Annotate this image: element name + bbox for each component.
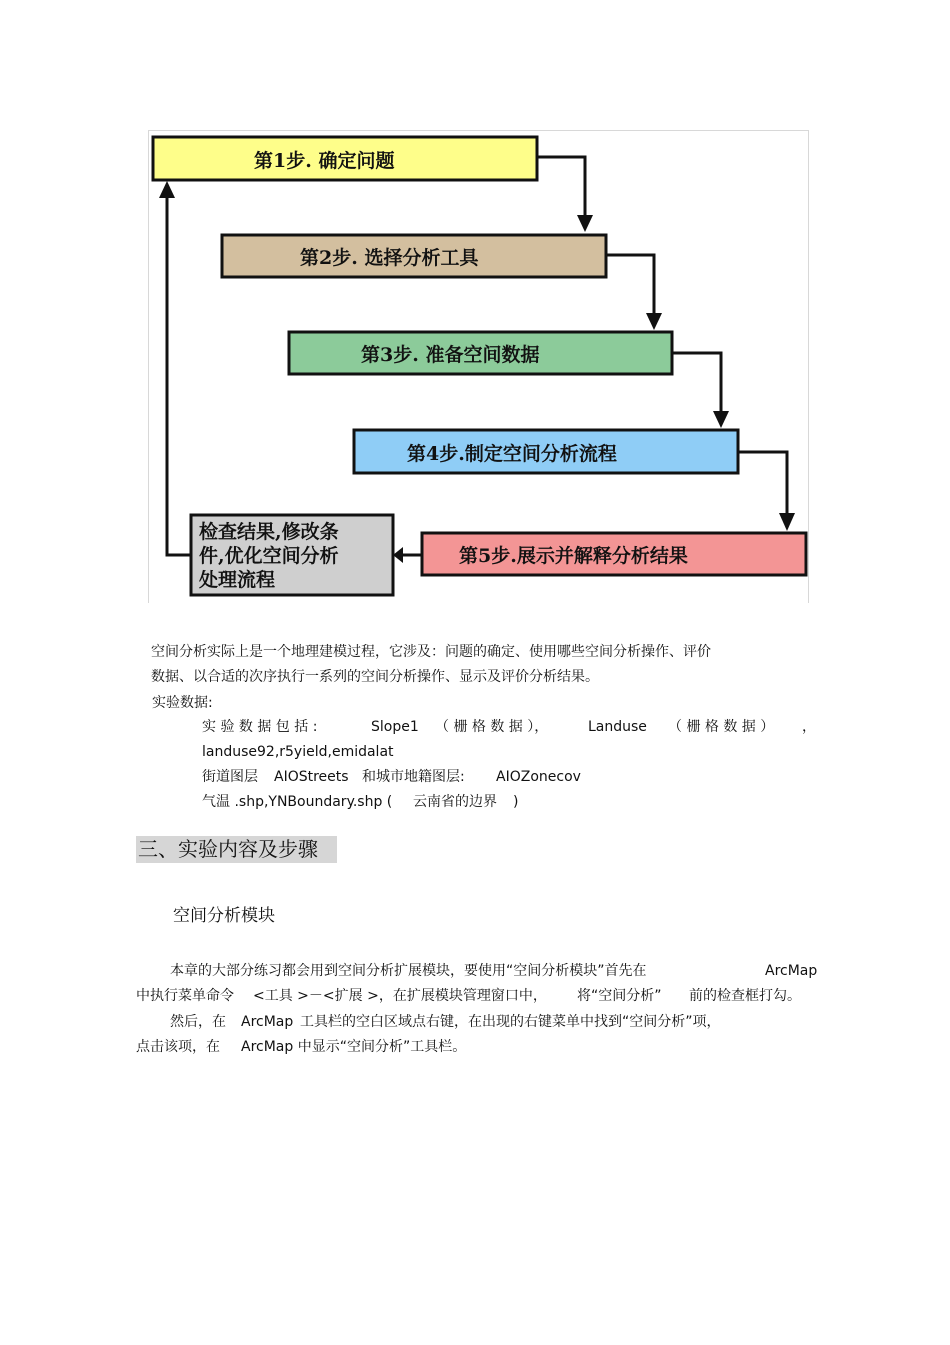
arrowhead-step2 — [577, 215, 593, 232]
arrowhead-step5 — [779, 513, 795, 531]
cadastre-layer-value: AIOZonecov — [496, 769, 581, 785]
para2-line2-text: 点击该项，在 — [136, 1039, 220, 1055]
street-layer-value: AIOStreets — [274, 769, 349, 785]
para1-line2-menu: <工具 >－<扩展 >，在扩展模块管理窗口中， — [253, 988, 547, 1004]
step5-label: 第5步.展示并解释分析结果 — [459, 545, 688, 567]
para1-line1-text: 本章的大部分练习都会用到空间分析扩展模块，要使用“空间分析模块”首先在 — [170, 963, 647, 979]
arrowhead-step4 — [713, 411, 729, 428]
arrow-step4-to-step5 — [738, 452, 787, 515]
step4-label: 第4步.制定空间分析流程 — [407, 443, 617, 465]
para2-line1-text: 然后，在 — [170, 1014, 226, 1030]
workflow-diagram-svg — [149, 131, 810, 604]
dataset-list-row2: landuse92,r5yield,emidalat — [202, 744, 394, 760]
cadastre-layer-label: 和城市地籍图层: — [362, 769, 465, 785]
para1-line2-text: 中执行菜单命令 — [136, 988, 234, 1004]
arrow-feedback-to-step1 — [167, 195, 191, 555]
workflow-diagram — [148, 130, 809, 603]
para2-line1-rest: 工具栏的空白区域点右键，在出现的右键菜单中找到“空间分析”项， — [300, 1014, 721, 1030]
dataset-slope1-note: （ 栅 格 数 据 ）， — [435, 719, 549, 735]
arrowhead-step1 — [159, 181, 175, 198]
boundary-note: 云南省的边界 — [413, 794, 497, 810]
dataset-landuse: Landuse — [588, 719, 647, 735]
para2-line2-rest: ArcMap 中显示“空间分析”工具栏。 — [241, 1039, 467, 1055]
arrow-step1-to-step2 — [537, 157, 585, 217]
feedback-label-line1: 检查结果,修改条 — [199, 521, 339, 543]
subheading: 空间分析模块 — [173, 906, 275, 926]
dataset-landuse-note: （ 栅 格 数 据 ） — [668, 719, 775, 735]
feedback-label-line2: 件,优化空间分析 — [199, 545, 339, 567]
intro-line-1: 空间分析实际上是一个地理建模过程，它涉及：问题的确定、使用哪些空间分析操作、评价 — [151, 644, 711, 660]
dataset-row1-comma: ， — [802, 719, 816, 735]
para1-line1-arcmap: ArcMap — [765, 963, 818, 979]
section-heading: 三、实验内容及步骤 — [136, 836, 337, 863]
para1-line2-quote: 将“空间分析” — [577, 988, 662, 1004]
step1-label: 第1步. 确定问题 — [254, 150, 395, 172]
boundary-close-paren: ) — [513, 794, 519, 810]
dataset-slope1: Slope1 — [371, 719, 419, 735]
step3-label: 第3步. 准备空间数据 — [361, 344, 540, 366]
step2-label: 第2步. 选择分析工具 — [300, 247, 479, 269]
feedback-label-line3: 处理流程 — [199, 569, 276, 591]
experiment-data-prefix: 实 验 数 据 包 括 : — [202, 719, 318, 735]
arrowhead-step3 — [646, 313, 662, 330]
arrow-step3-to-step4 — [672, 353, 721, 413]
experiment-data-label: 实验数据: — [152, 695, 213, 711]
arrow-step2-to-step3 — [606, 255, 654, 315]
boundary-files: 气温 .shp,YNBoundary.shp ( — [202, 794, 393, 810]
street-layer-label: 街道图层 — [202, 769, 258, 785]
intro-line-2: 数据、以合适的次序执行一系列的空间分析操作、显示及评价分析结果。 — [151, 669, 599, 685]
para1-line2-end: 前的检查框打勾。 — [689, 988, 801, 1004]
para2-line1-arcmap: ArcMap — [241, 1014, 294, 1030]
